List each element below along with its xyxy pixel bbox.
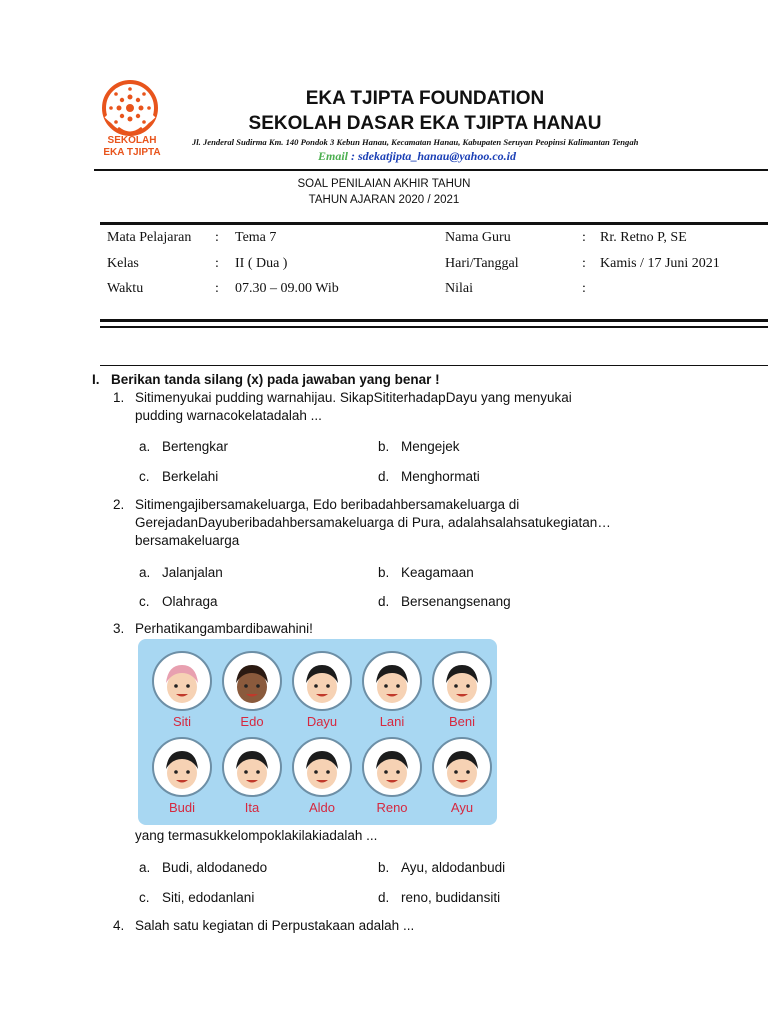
info-colon: : (582, 230, 586, 245)
child-face-reno (362, 737, 422, 797)
info-class-label: Kelas (107, 256, 139, 271)
option-letter: c. (139, 890, 150, 905)
option-letter: b. (378, 565, 390, 580)
child-name-label: Budi (168, 800, 196, 815)
option-c[interactable]: Berkelahi (162, 469, 219, 484)
child-face-edo (222, 651, 282, 711)
info-colon: : (215, 281, 219, 296)
child-face-beni (432, 651, 492, 711)
email-label: Email (318, 149, 349, 163)
option-a[interactable]: Bertengkar (162, 439, 229, 454)
child-face-dayu (292, 651, 352, 711)
info-teacher-label: Nama Guru (445, 230, 511, 245)
option-letter: a. (139, 565, 151, 580)
question-number: 3. (113, 621, 125, 636)
option-b[interactable]: Ayu, aldodanbudi (401, 860, 506, 875)
info-colon: : (215, 256, 219, 271)
question-number: 1. (113, 390, 125, 405)
question-number: 2. (113, 497, 125, 512)
info-colon: : (582, 281, 586, 296)
children-picture (138, 639, 497, 825)
section-numeral: I. (92, 372, 100, 387)
child-face-siti (152, 651, 212, 711)
child-name-label: Ayu (450, 800, 474, 815)
school-logo (96, 78, 168, 166)
child-name-label: Siti (172, 714, 192, 729)
child-name-label: Dayu (306, 714, 338, 729)
option-d[interactable]: reno, budidansiti (401, 890, 501, 905)
question-followup: yang termasukkelompoklakilakiadalah ... (135, 828, 378, 843)
child-face-budi (152, 737, 212, 797)
info-colon: : (215, 230, 219, 245)
info-subject-value: Tema 7 (235, 230, 277, 245)
info-time-value: 07.30 – 09.00 Wib (235, 281, 339, 296)
info-bottom-rule-2 (100, 326, 768, 328)
child-name-label: Beni (448, 714, 476, 729)
option-letter: d. (378, 594, 390, 609)
child-name-label: Reno (376, 800, 408, 815)
option-c[interactable]: Siti, edodanlani (162, 890, 255, 905)
option-letter: d. (378, 890, 390, 905)
header-divider (94, 169, 768, 171)
email-value: : sdekatjipta_hanau@yahoo.co.id (348, 149, 517, 163)
option-d[interactable]: Menghormati (401, 469, 480, 484)
option-b[interactable]: Mengejek (401, 439, 460, 454)
school-email (318, 149, 516, 164)
option-letter: d. (378, 469, 390, 484)
exam-title: SOAL PENILAIAN AKHIR TAHUN (297, 178, 471, 190)
child-name-label: Aldo (308, 800, 336, 815)
section-divider (100, 365, 768, 366)
question-text: pudding warnacokelatadalah ... (135, 408, 322, 423)
info-teacher-value: Rr. Retno P, SE (600, 230, 687, 245)
info-colon: : (582, 256, 586, 271)
question-text: Salah satu kegiatan di Perpustakaan adalah ... (135, 918, 415, 933)
school-name: SEKOLAH DASAR EKA TJIPTA HANAU (248, 113, 602, 134)
option-a[interactable]: Budi, aldodanedo (162, 860, 268, 875)
child-name-label: Lani (379, 714, 405, 729)
option-letter: c. (139, 594, 150, 609)
option-b[interactable]: Keagamaan (401, 565, 474, 580)
info-top-rule (100, 222, 768, 225)
option-letter: b. (378, 439, 390, 454)
info-score-label: Nilai (445, 281, 473, 296)
info-time-label: Waktu (107, 281, 144, 296)
org-name: EKA TJIPTA FOUNDATION (305, 88, 545, 109)
option-d[interactable]: Bersenangsenang (401, 594, 511, 609)
option-c[interactable]: Olahraga (162, 594, 218, 609)
child-name-label: Edo (240, 714, 264, 729)
child-name-label: Ita (244, 800, 260, 815)
info-subject-label: Mata Pelajaran (107, 230, 192, 245)
school-address: Jl. Jenderal Sudirma Km. 140 Pondok 3 Kebun Hanau, Kecamatan Hanau, Kabupaten Seruyan Peopinsi Kalimantan Tengah (192, 137, 639, 147)
info-date-value: Kamis / 17 Juni 2021 (600, 256, 720, 271)
question-number: 4. (113, 918, 125, 933)
child-face-ayu (432, 737, 492, 797)
question-text: GerejadanDayuberibadahbersamakeluarga di Pura, adalahsalahsatukegiatan… (135, 515, 611, 530)
option-letter: a. (139, 439, 151, 454)
question-text: Perhatikangambardibawahini! (135, 621, 313, 636)
info-date-label: Hari/Tanggal (445, 256, 519, 271)
question-text: Sitimengajibersamakeluarga, Edo beribadahbersamakeluarga di (135, 497, 520, 512)
child-face-lani (362, 651, 422, 711)
option-letter: c. (139, 469, 150, 484)
section-instruction: Berikan tanda silang (x) pada jawaban yang benar ! (111, 372, 440, 387)
info-class-value: II ( Dua ) (235, 256, 288, 271)
child-face-ita (222, 737, 282, 797)
option-a[interactable]: Jalanjalan (162, 565, 223, 580)
question-text: Sitimenyukai pudding warnahijau. SikapSititerhadapDayu yang menyukai (135, 390, 572, 405)
child-face-aldo (292, 737, 352, 797)
option-letter: b. (378, 860, 390, 875)
logo-text-line2: EKA TJIPTA (103, 147, 161, 158)
logo-text-line1: SEKOLAH (107, 135, 157, 146)
question-text: bersamakeluarga (135, 533, 240, 548)
option-letter: a. (139, 860, 151, 875)
exam-year: TAHUN AJARAN 2020 / 2021 (308, 194, 460, 206)
info-bottom-rule (100, 319, 768, 322)
